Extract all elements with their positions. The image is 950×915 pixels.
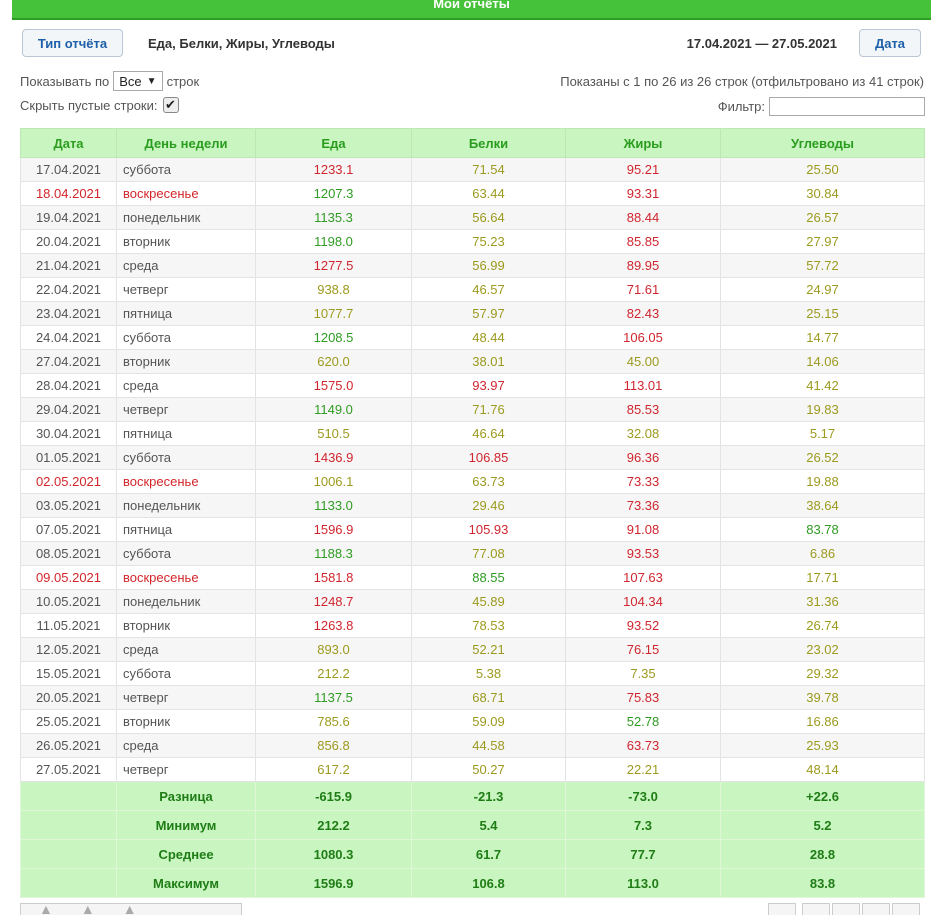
table-row bbox=[21, 614, 925, 638]
cell-weekday: суббота bbox=[117, 446, 256, 470]
cell-food: 1006.1 bbox=[256, 470, 412, 494]
cell-food: 1149.0 bbox=[256, 398, 412, 422]
csv-icon[interactable]: ▲ bbox=[80, 903, 95, 915]
cell-fat: 96.36 bbox=[566, 446, 721, 470]
cell-date: 30.04.2021 bbox=[21, 422, 117, 446]
summary-row bbox=[21, 840, 925, 869]
cell-fat: 75.83 bbox=[566, 686, 721, 710]
cell-weekday: среда bbox=[117, 734, 256, 758]
cell-protein: 68.71 bbox=[412, 686, 566, 710]
summary-label: Минимум bbox=[117, 811, 256, 840]
cell-date: 15.05.2021 bbox=[21, 662, 117, 686]
cell-date: 27.05.2021 bbox=[21, 758, 117, 782]
cell-weekday: четверг bbox=[117, 686, 256, 710]
table-row bbox=[21, 590, 925, 614]
cell-date: 03.05.2021 bbox=[21, 494, 117, 518]
cell-protein: 59.09 bbox=[412, 710, 566, 734]
cell-carbs: 25.50 bbox=[721, 158, 925, 182]
cell-date: 23.04.2021 bbox=[21, 302, 117, 326]
report-table bbox=[20, 128, 925, 898]
cell-carbs: 83.78 bbox=[721, 518, 925, 542]
cell-fat: 85.53 bbox=[566, 398, 721, 422]
summary-carbs: 83.8 bbox=[721, 869, 925, 898]
table-row bbox=[21, 350, 925, 374]
export-buttons bbox=[20, 903, 242, 915]
summary-protein: 106.8 bbox=[412, 869, 566, 898]
cell-food: 938.8 bbox=[256, 278, 412, 302]
table-row bbox=[21, 398, 925, 422]
cell-protein: 88.55 bbox=[412, 566, 566, 590]
cell-protein: 106.85 bbox=[412, 446, 566, 470]
date-range: 17.04.2021 — 27.05.2021 bbox=[686, 36, 837, 51]
cell-fat: 88.44 bbox=[566, 206, 721, 230]
summary-empty-cell bbox=[21, 840, 117, 869]
cell-weekday: понедельник bbox=[117, 590, 256, 614]
cell-protein: 93.97 bbox=[412, 374, 566, 398]
cell-fat: 93.31 bbox=[566, 182, 721, 206]
table-row bbox=[21, 374, 925, 398]
cell-fat: 106.05 bbox=[566, 326, 721, 350]
table-row bbox=[21, 542, 925, 566]
cell-carbs: 26.57 bbox=[721, 206, 925, 230]
checkmark-icon: ✔ bbox=[165, 97, 176, 112]
cell-protein: 56.64 bbox=[412, 206, 566, 230]
cell-protein: 56.99 bbox=[412, 254, 566, 278]
cell-fat: 113.01 bbox=[566, 374, 721, 398]
cell-weekday: среда bbox=[117, 254, 256, 278]
cell-protein: 63.44 bbox=[412, 182, 566, 206]
cell-date: 12.05.2021 bbox=[21, 638, 117, 662]
page-length-select[interactable] bbox=[113, 71, 162, 91]
summary-label: Максимум bbox=[117, 869, 256, 898]
summary-row bbox=[21, 782, 925, 811]
filter-label: Фильтр: bbox=[717, 99, 765, 114]
cell-carbs: 25.93 bbox=[721, 734, 925, 758]
cell-fat: 89.95 bbox=[566, 254, 721, 278]
table-row bbox=[21, 326, 925, 350]
window-title: Мои отчёты bbox=[12, 0, 931, 20]
cell-food: 617.2 bbox=[256, 758, 412, 782]
table-row bbox=[21, 758, 925, 782]
table-summary bbox=[21, 782, 925, 898]
cell-date: 26.05.2021 bbox=[21, 734, 117, 758]
cell-weekday: воскресенье bbox=[117, 566, 256, 590]
cell-food: 212.2 bbox=[256, 662, 412, 686]
cell-food: 1436.9 bbox=[256, 446, 412, 470]
cell-fat: 52.78 bbox=[566, 710, 721, 734]
cell-weekday: четверг bbox=[117, 278, 256, 302]
cell-weekday: четверг bbox=[117, 758, 256, 782]
table-row bbox=[21, 518, 925, 542]
cell-carbs: 27.97 bbox=[721, 230, 925, 254]
summary-carbs: +22.6 bbox=[721, 782, 925, 811]
summary-carbs: 5.2 bbox=[721, 811, 925, 840]
cell-food: 1208.5 bbox=[256, 326, 412, 350]
cell-food: 620.0 bbox=[256, 350, 412, 374]
cell-fat: 76.15 bbox=[566, 638, 721, 662]
cell-fat: 82.43 bbox=[566, 302, 721, 326]
cell-date: 11.05.2021 bbox=[21, 614, 117, 638]
cell-fat: 107.63 bbox=[566, 566, 721, 590]
cell-food: 1133.0 bbox=[256, 494, 412, 518]
cell-food: 856.8 bbox=[256, 734, 412, 758]
table-row bbox=[21, 158, 925, 182]
cell-carbs: 29.32 bbox=[721, 662, 925, 686]
hide-empty-checkbox[interactable] bbox=[163, 97, 179, 113]
cell-date: 08.05.2021 bbox=[21, 542, 117, 566]
table-row bbox=[21, 734, 925, 758]
cell-fat: 32.08 bbox=[566, 422, 721, 446]
cell-fat: 22.21 bbox=[566, 758, 721, 782]
cell-fat: 45.00 bbox=[566, 350, 721, 374]
cell-carbs: 16.86 bbox=[721, 710, 925, 734]
cell-protein: 77.08 bbox=[412, 542, 566, 566]
cell-weekday: суббота bbox=[117, 542, 256, 566]
cell-weekday: пятница bbox=[117, 518, 256, 542]
cell-weekday: вторник bbox=[117, 350, 256, 374]
summary-food: 212.2 bbox=[256, 811, 412, 840]
cell-food: 1198.0 bbox=[256, 230, 412, 254]
summary-label: Среднее bbox=[117, 840, 256, 869]
col-header-food[interactable]: Еда bbox=[256, 129, 412, 158]
cell-weekday: воскресенье bbox=[117, 470, 256, 494]
cell-fat: 85.85 bbox=[566, 230, 721, 254]
page-length-value: Все bbox=[119, 73, 142, 89]
cell-carbs: 39.78 bbox=[721, 686, 925, 710]
cell-protein: 46.57 bbox=[412, 278, 566, 302]
cell-carbs: 24.97 bbox=[721, 278, 925, 302]
summary-fat: -73.0 bbox=[566, 782, 721, 811]
table-info: Показаны с 1 по 26 из 26 строк (отфильтровано из 41 строк) bbox=[560, 74, 924, 89]
summary-carbs: 28.8 bbox=[721, 840, 925, 869]
cell-food: 1137.5 bbox=[256, 686, 412, 710]
cell-protein: 75.23 bbox=[412, 230, 566, 254]
next-page-button[interactable] bbox=[862, 903, 890, 915]
page-1-button[interactable] bbox=[832, 903, 860, 915]
cell-food: 1575.0 bbox=[256, 374, 412, 398]
cell-carbs: 14.06 bbox=[721, 350, 925, 374]
cell-carbs: 14.77 bbox=[721, 326, 925, 350]
cell-weekday: пятница bbox=[117, 422, 256, 446]
cell-weekday: вторник bbox=[117, 614, 256, 638]
cell-carbs: 31.36 bbox=[721, 590, 925, 614]
cell-protein: 78.53 bbox=[412, 614, 566, 638]
last-page-button[interactable] bbox=[892, 903, 920, 915]
print-icon[interactable]: ▲ bbox=[122, 903, 137, 915]
summary-empty-cell bbox=[21, 869, 117, 898]
cell-protein: 71.76 bbox=[412, 398, 566, 422]
cell-fat: 73.33 bbox=[566, 470, 721, 494]
cell-date: 10.05.2021 bbox=[21, 590, 117, 614]
cell-protein: 63.73 bbox=[412, 470, 566, 494]
col-header-weekday[interactable]: День недели bbox=[117, 129, 256, 158]
table-row bbox=[21, 686, 925, 710]
summary-protein: -21.3 bbox=[412, 782, 566, 811]
cell-fat: 93.52 bbox=[566, 614, 721, 638]
cell-carbs: 30.84 bbox=[721, 182, 925, 206]
cell-protein: 50.27 bbox=[412, 758, 566, 782]
cell-protein: 5.38 bbox=[412, 662, 566, 686]
cell-date: 25.05.2021 bbox=[21, 710, 117, 734]
cell-date: 09.05.2021 bbox=[21, 566, 117, 590]
cell-weekday: среда bbox=[117, 374, 256, 398]
cell-protein: 48.44 bbox=[412, 326, 566, 350]
table-row bbox=[21, 638, 925, 662]
summary-row bbox=[21, 811, 925, 840]
table-row bbox=[21, 422, 925, 446]
cell-protein: 52.21 bbox=[412, 638, 566, 662]
table-row bbox=[21, 662, 925, 686]
cell-food: 1135.3 bbox=[256, 206, 412, 230]
summary-protein: 61.7 bbox=[412, 840, 566, 869]
cell-date: 07.05.2021 bbox=[21, 518, 117, 542]
prev-page-button[interactable] bbox=[802, 903, 830, 915]
report-type-button[interactable]: Тип отчёта bbox=[22, 29, 123, 57]
table-row bbox=[21, 302, 925, 326]
table-row bbox=[21, 566, 925, 590]
cell-date: 24.04.2021 bbox=[21, 326, 117, 350]
cell-carbs: 19.88 bbox=[721, 470, 925, 494]
table-row bbox=[21, 182, 925, 206]
cell-food: 1188.3 bbox=[256, 542, 412, 566]
table-row bbox=[21, 446, 925, 470]
cell-protein: 29.46 bbox=[412, 494, 566, 518]
cell-fat: 91.08 bbox=[566, 518, 721, 542]
table-row bbox=[21, 278, 925, 302]
cell-protein: 38.01 bbox=[412, 350, 566, 374]
cell-food: 1581.8 bbox=[256, 566, 412, 590]
report-name: Еда, Белки, Жиры, Углеводы bbox=[148, 36, 335, 51]
table-row bbox=[21, 230, 925, 254]
cell-food: 1077.7 bbox=[256, 302, 412, 326]
summary-label: Разница bbox=[117, 782, 256, 811]
page-length-suffix: строк bbox=[166, 73, 200, 89]
cell-food: 510.5 bbox=[256, 422, 412, 446]
cell-food: 1233.1 bbox=[256, 158, 412, 182]
cell-carbs: 5.17 bbox=[721, 422, 925, 446]
summary-empty-cell bbox=[21, 811, 117, 840]
col-header-date[interactable]: Дата bbox=[21, 129, 117, 158]
first-page-button[interactable] bbox=[768, 903, 796, 915]
cell-food: 785.6 bbox=[256, 710, 412, 734]
cell-date: 21.04.2021 bbox=[21, 254, 117, 278]
cell-weekday: суббота bbox=[117, 326, 256, 350]
cell-date: 22.04.2021 bbox=[21, 278, 117, 302]
cell-protein: 57.97 bbox=[412, 302, 566, 326]
cell-fat: 93.53 bbox=[566, 542, 721, 566]
summary-fat: 77.7 bbox=[566, 840, 721, 869]
cell-date: 19.04.2021 bbox=[21, 206, 117, 230]
header-row bbox=[21, 129, 925, 158]
cell-food: 1263.8 bbox=[256, 614, 412, 638]
cell-carbs: 19.83 bbox=[721, 398, 925, 422]
cell-protein: 44.58 bbox=[412, 734, 566, 758]
cell-weekday: понедельник bbox=[117, 494, 256, 518]
cell-fat: 63.73 bbox=[566, 734, 721, 758]
summary-food: 1596.9 bbox=[256, 869, 412, 898]
table-row bbox=[21, 206, 925, 230]
table-row bbox=[21, 470, 925, 494]
cell-weekday: вторник bbox=[117, 710, 256, 734]
cell-date: 20.04.2021 bbox=[21, 230, 117, 254]
cell-date: 18.04.2021 bbox=[21, 182, 117, 206]
cell-food: 1207.3 bbox=[256, 182, 412, 206]
table-body bbox=[21, 158, 925, 782]
page-length-prefix: Показывать по bbox=[20, 73, 110, 89]
cell-weekday: суббота bbox=[117, 662, 256, 686]
cell-food: 1248.7 bbox=[256, 590, 412, 614]
cell-weekday: четверг bbox=[117, 398, 256, 422]
cell-food: 1596.9 bbox=[256, 518, 412, 542]
cell-carbs: 48.14 bbox=[721, 758, 925, 782]
cell-date: 28.04.2021 bbox=[21, 374, 117, 398]
col-header-protein[interactable]: Белки bbox=[412, 129, 566, 158]
summary-food: -615.9 bbox=[256, 782, 412, 811]
cell-date: 02.05.2021 bbox=[21, 470, 117, 494]
page-length-control bbox=[20, 71, 199, 91]
filter-input[interactable] bbox=[769, 97, 925, 116]
pagination bbox=[20, 903, 924, 915]
cell-fat: 73.36 bbox=[566, 494, 721, 518]
cell-protein: 105.93 bbox=[412, 518, 566, 542]
cell-carbs: 41.42 bbox=[721, 374, 925, 398]
cell-fat: 71.61 bbox=[566, 278, 721, 302]
cell-fat: 7.35 bbox=[566, 662, 721, 686]
cell-weekday: суббота bbox=[117, 158, 256, 182]
date-button[interactable]: Дата bbox=[859, 29, 921, 57]
col-header-carbs[interactable]: Углеводы bbox=[721, 129, 925, 158]
table-row bbox=[21, 710, 925, 734]
summary-protein: 5.4 bbox=[412, 811, 566, 840]
cell-food: 893.0 bbox=[256, 638, 412, 662]
cell-protein: 46.64 bbox=[412, 422, 566, 446]
cell-carbs: 38.64 bbox=[721, 494, 925, 518]
cell-weekday: понедельник bbox=[117, 206, 256, 230]
cell-carbs: 26.52 bbox=[721, 446, 925, 470]
summary-row bbox=[21, 869, 925, 898]
cell-date: 01.05.2021 bbox=[21, 446, 117, 470]
copy-icon[interactable]: ▲ bbox=[39, 903, 53, 915]
cell-carbs: 17.71 bbox=[721, 566, 925, 590]
hide-empty-label: Скрыть пустые строки: bbox=[20, 97, 158, 113]
cell-protein: 45.89 bbox=[412, 590, 566, 614]
cell-fat: 95.21 bbox=[566, 158, 721, 182]
dropdown-arrow-icon: ▼ bbox=[146, 75, 157, 87]
cell-weekday: вторник bbox=[117, 230, 256, 254]
cell-carbs: 6.86 bbox=[721, 542, 925, 566]
cell-carbs: 25.15 bbox=[721, 302, 925, 326]
cell-carbs: 26.74 bbox=[721, 614, 925, 638]
summary-fat: 113.0 bbox=[566, 869, 721, 898]
cell-date: 27.04.2021 bbox=[21, 350, 117, 374]
hide-empty-control bbox=[20, 97, 179, 113]
cell-weekday: среда bbox=[117, 638, 256, 662]
summary-fat: 7.3 bbox=[566, 811, 721, 840]
cell-food: 1277.5 bbox=[256, 254, 412, 278]
cell-protein: 71.54 bbox=[412, 158, 566, 182]
summary-empty-cell bbox=[21, 782, 117, 811]
cell-date: 20.05.2021 bbox=[21, 686, 117, 710]
table-row bbox=[21, 494, 925, 518]
table-row bbox=[21, 254, 925, 278]
col-header-fat[interactable]: Жиры bbox=[566, 129, 721, 158]
cell-carbs: 23.02 bbox=[721, 638, 925, 662]
cell-date: 29.04.2021 bbox=[21, 398, 117, 422]
cell-date: 17.04.2021 bbox=[21, 158, 117, 182]
cell-carbs: 57.72 bbox=[721, 254, 925, 278]
filter-control bbox=[718, 97, 925, 116]
summary-food: 1080.3 bbox=[256, 840, 412, 869]
cell-fat: 104.34 bbox=[566, 590, 721, 614]
cell-weekday: пятница bbox=[117, 302, 256, 326]
cell-weekday: воскресенье bbox=[117, 182, 256, 206]
